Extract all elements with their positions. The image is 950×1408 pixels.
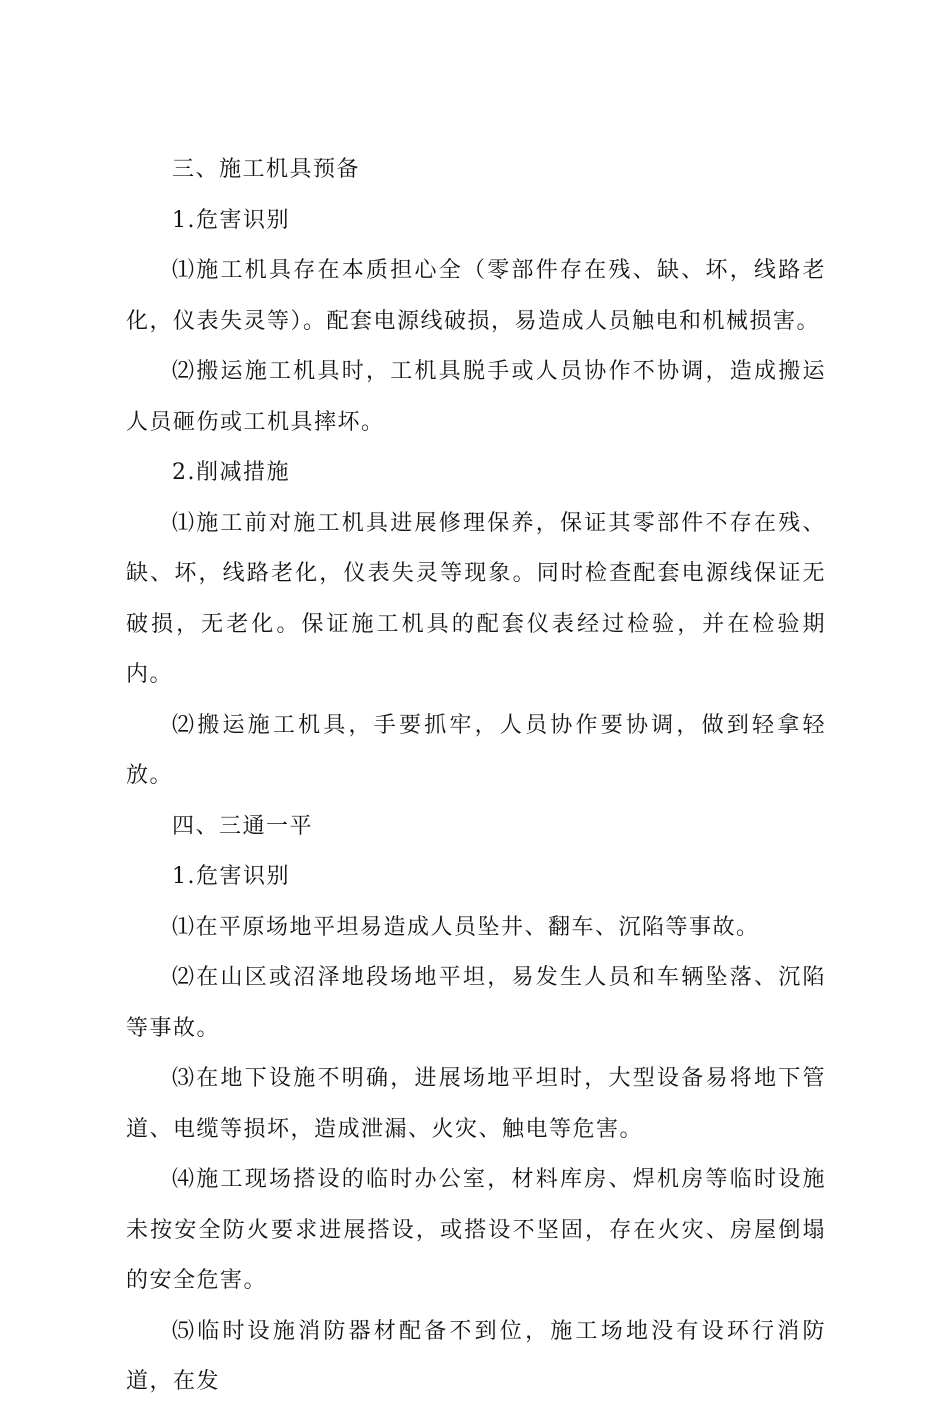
paragraph-hazard-4: ⑵在山区或沼泽地段场地平坦，易发生人员和车辆坠落、沉陷等事故。 [126, 965, 826, 1041]
paragraph-hazard-2: ⑵搬运施工机具时，工机具脱手或人员协作不协调，造成搬运人员砸伤或工机具摔坏。 [126, 359, 826, 435]
paragraph-hazard-5: ⑶在地下设施不明确，进展场地平坦时，大型设备易将地下管道、电缆等损坏，造成泄漏、火灾、触电等危害。 [126, 1066, 826, 1142]
paragraph-hazard-7: ⑸临时设施消防器材配备不到位，施工场地没有设环行消防道，在发 [126, 1318, 826, 1394]
paragraph-hazard-1: ⑴施工机具存在本质担心全（零部件存在残、缺、坏，线路老化，仪表失灵等）。配套电源线破损，易造成人员触电和机械损害。 [126, 258, 826, 334]
paragraph-measure-2: ⑵搬运施工机具，手要抓牢，人员协作要协调，做到轻拿轻放。 [126, 712, 826, 788]
paragraph-measure-1: ⑴施工前对施工机具进展修理保养，保证其零部件不存在残、缺、坏，线路老化，仪表失灵等现象。同时检查配套电源线保证无破损，无老化。保证施工机具的配套仪表经过检验，并在检验期内。 [126, 510, 826, 687]
subsection-heading-measures: 2.削减措施 [172, 460, 290, 485]
subsection-heading-hazard: 1.危害识别 [172, 207, 290, 233]
paragraph-hazard-6: ⑷施工现场搭设的临时办公室，材料库房、焊机房等临时设施未按安全防火要求进展搭设，或搭设不坚固，存在火灾、房屋倒塌的安全危害。 [126, 1167, 826, 1293]
subsection-heading-hazard-2: 1.危害识别 [172, 864, 290, 889]
paragraph-hazard-3: ⑴在平原场地平坦易造成人员坠井、翻车、沉陷等事故。 [172, 914, 760, 940]
section-heading-3: 三、施工机具预备 [172, 157, 361, 182]
section-heading-4: 四、三通一平 [172, 813, 314, 839]
document-body [126, 145, 826, 1408]
